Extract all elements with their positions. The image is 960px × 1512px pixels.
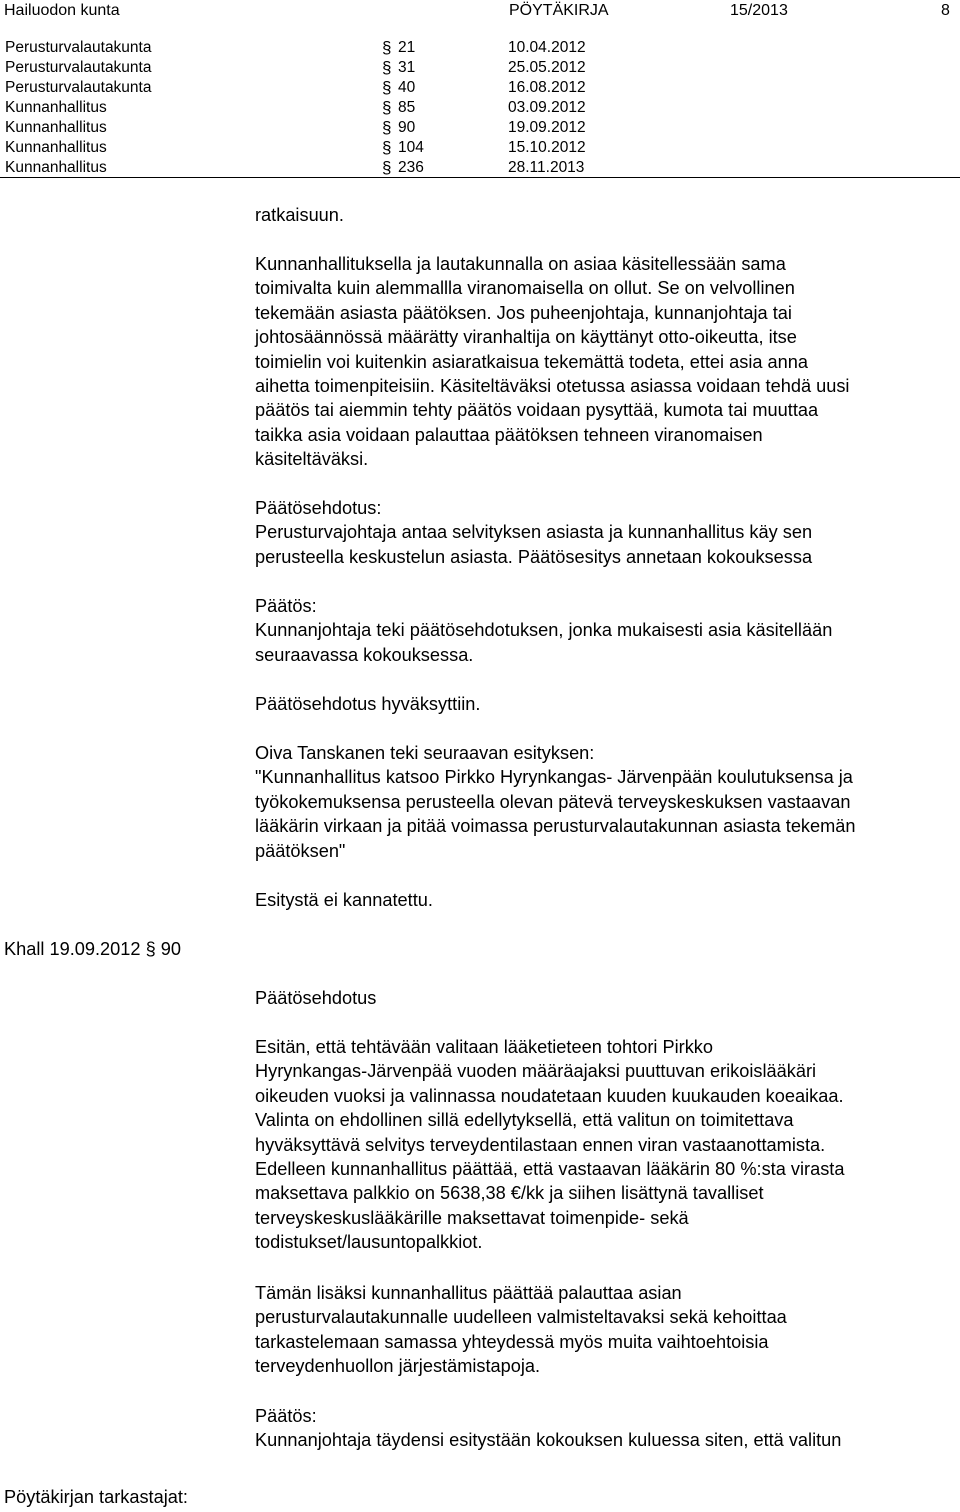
reference-section: 21 bbox=[398, 39, 416, 56]
section-sign-icon: § bbox=[145, 939, 156, 959]
text-line: Hyrynkangas-Järvenpää vuoden määräajaksi puuttuvan erikoislääkäri bbox=[255, 1061, 817, 1082]
section2-paragraph1 bbox=[255, 1035, 960, 1255]
proposal-block bbox=[255, 496, 960, 569]
section-sign-icon: § bbox=[382, 38, 392, 57]
intro-text bbox=[255, 203, 960, 227]
text-line: Kunnanjohtaja teki päätösehdotuksen, jonka mukaisesti asia käsitellään bbox=[255, 620, 833, 641]
reference-date: 25.05.2012 bbox=[508, 59, 586, 76]
text-line: käsiteltäväksi. bbox=[255, 449, 369, 470]
reference-section: 40 bbox=[398, 79, 416, 96]
text-line: seuraavassa kokouksessa. bbox=[255, 644, 474, 665]
text-line: Tämän lisäksi kunnanhallitus päättää palauttaa asian bbox=[255, 1283, 682, 1303]
header-divider bbox=[0, 177, 960, 178]
decision-block bbox=[255, 594, 960, 667]
reviewers-label: Pöytäkirjan tarkastajat: bbox=[4, 1487, 188, 1507]
text-line: tarkastelemaan samassa yhteydessä myös muita vaihtoehtoisia bbox=[255, 1331, 769, 1352]
text-line: terveydenhuollon järjestämistapoja. bbox=[255, 1356, 541, 1377]
section2-paragraph2 bbox=[255, 1281, 960, 1379]
text-line: Valinta on ehdollinen sillä edellytyksellä, että valitun on toimitettava bbox=[255, 1110, 794, 1131]
text-line: terveyskeskuslääkärille maksettavat toimenpide- sekä bbox=[255, 1207, 689, 1228]
text-line: maksettava palkkio on 5638,38 €/kk ja siihen lisättynä tavalliset bbox=[255, 1183, 764, 1204]
reference-section: 85 bbox=[398, 99, 416, 116]
section-sign-icon: § bbox=[382, 58, 392, 77]
section-sign-icon: § bbox=[382, 78, 392, 97]
decision-heading: Päätös: bbox=[255, 1406, 317, 1426]
document-number: 15/2013 bbox=[730, 2, 788, 19]
text-line: päätös tai aiemmin tehty päätös voidaan pysyttää, kumota tai muuttaa bbox=[255, 400, 819, 421]
side-reference bbox=[4, 937, 181, 961]
text-line: "Kunnanhallitus katsoo Pirkko Hyrynkangas- Järvenpään koulutuksensa ja bbox=[255, 767, 853, 788]
text-line: Esitystä ei kannatettu. bbox=[255, 890, 433, 910]
text-line: todistukset/lausuntopalkkiot. bbox=[255, 1232, 483, 1253]
text-line: perusteella keskustelun asiasta. Päätösesitys annetaan kokouksessa bbox=[255, 546, 813, 567]
reference-date: 19.09.2012 bbox=[508, 119, 586, 136]
reference-section: 104 bbox=[398, 139, 424, 156]
text-line: hyväksyttävä selvitys terveydentilastaan ennen viran vastaanottamista. bbox=[255, 1134, 826, 1155]
section-sign-icon: § bbox=[382, 98, 392, 117]
section-sign-icon: § bbox=[382, 138, 392, 157]
page-number: 8 bbox=[941, 2, 950, 19]
section2-heading bbox=[255, 986, 960, 1010]
municipality-name: Hailuodon kunta bbox=[4, 2, 120, 19]
reference-section: 90 bbox=[398, 119, 416, 136]
reference-date: 10.04.2012 bbox=[508, 39, 586, 56]
text-line: johtosäännössä määrätty viranhaltija on käyttänyt otto-oikeutta, itse bbox=[255, 327, 797, 348]
reference-date: 03.09.2012 bbox=[508, 99, 586, 116]
text-line: aihetta toimenpiteisiin. Käsiteltäväksi otetussa asiassa voidaan tehdä uusi bbox=[255, 376, 850, 397]
section2-decision bbox=[255, 1404, 960, 1453]
section-sign-icon: § bbox=[382, 158, 392, 177]
text-line: Perusturvajohtaja antaa selvityksen asiasta ja kunnanhallitus käy sen bbox=[255, 522, 813, 543]
reference-section: 236 bbox=[398, 159, 424, 176]
proposal-heading: Päätösehdotus bbox=[255, 988, 377, 1008]
reference-body: Perusturvalautakunta bbox=[5, 59, 152, 76]
text-line: oikeuden vuoksi ja valinnassa noudatetaan kuuden kuukauden koeaikaa. bbox=[255, 1085, 844, 1106]
approved-text bbox=[255, 692, 960, 716]
text-line: lääkärin virkaan ja pitää voimassa perusturvalautakunnan asiasta tekemän bbox=[255, 816, 856, 837]
motion-block bbox=[255, 741, 960, 863]
text-line: päätöksen" bbox=[255, 840, 346, 861]
reference-date: 16.08.2012 bbox=[508, 79, 586, 96]
reference-body: Perusturvalautakunta bbox=[5, 39, 152, 56]
reference-body: Perusturvalautakunta bbox=[5, 79, 152, 96]
proposal-heading: Päätösehdotus: bbox=[255, 498, 382, 518]
text-line: työkokemuksensa perusteella olevan pätevä terveyskeskuksen vastaavan bbox=[255, 791, 851, 812]
text-line: toimivalta kuin alemmallla viranomaisella on ollut. Se on velvollinen bbox=[255, 278, 795, 299]
reference-body: Kunnanhallitus bbox=[5, 139, 107, 156]
text-line: toimielin voi kuitenkin asiaratkaisua tekemättä todeta, ettei asia anna bbox=[255, 351, 809, 372]
text-line: Kunnanjohtaja täydensi esitystään kokouksen kuluessa siten, että valitun bbox=[255, 1430, 842, 1451]
decision-heading: Päätös: bbox=[255, 596, 317, 616]
text-line: ratkaisuun. bbox=[255, 205, 344, 225]
section-sign-icon: § bbox=[382, 118, 392, 137]
side-reference-label: Khall 19.09.2012 bbox=[4, 939, 141, 959]
text-line: Edelleen kunnanhallitus päättää, että vastaavan lääkärin 80 %:sta virasta bbox=[255, 1159, 845, 1180]
text-line: perusturvalautakunnalle uudelleen valmisteltavaksi sekä kehoittaa bbox=[255, 1307, 787, 1328]
side-reference-section: 90 bbox=[160, 939, 182, 959]
reference-date: 15.10.2012 bbox=[508, 139, 586, 156]
reference-body: Kunnanhallitus bbox=[5, 99, 107, 116]
text-line: Päätösehdotus hyväksyttiin. bbox=[255, 694, 481, 714]
text-line: Esitän, että tehtävään valitaan lääketieteen tohtori Pirkko bbox=[255, 1037, 713, 1057]
text-line: taikka asia voidaan palauttaa päätöksen tehneen viranomaisen bbox=[255, 424, 763, 445]
document-type: PÖYTÄKIRJA bbox=[509, 2, 609, 19]
reference-body: Kunnanhallitus bbox=[5, 119, 107, 136]
text-line: Oiva Tanskanen teki seuraavan esityksen: bbox=[255, 743, 595, 763]
reference-date: 28.11.2013 bbox=[508, 159, 585, 176]
motion-result bbox=[255, 888, 960, 912]
reference-section: 31 bbox=[398, 59, 416, 76]
text-line: Kunnanhallituksella ja lautakunnalla on asiaa käsitellessään sama bbox=[255, 254, 786, 274]
paragraph-jurisdiction bbox=[255, 252, 960, 472]
reference-body: Kunnanhallitus bbox=[5, 159, 107, 176]
text-line: tekemään asiasta päätöksen. Jos puheenjohtaja, kunnanjohtaja tai bbox=[255, 302, 792, 323]
